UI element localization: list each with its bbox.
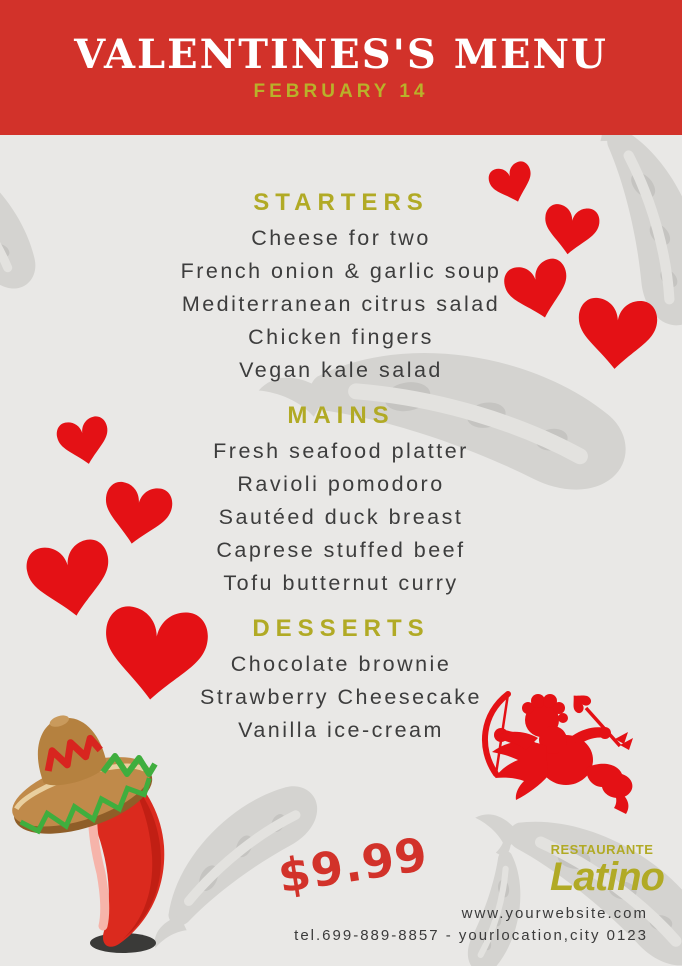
brand-logo [550,842,664,899]
menu-item: Mediterranean citrus salad [181,292,501,316]
heart-icon [98,600,211,706]
brand-name: Latino [550,855,664,899]
menu-item: Vanilla ice-cream [238,718,444,742]
header-banner [0,0,682,135]
menu-item: Ravioli pomodoro [237,472,445,496]
poster-date: FEBRUARY 14 [253,81,429,102]
sombrero-chili-icon [5,710,180,960]
heart-icon [98,477,176,551]
section-title: STARTERS [253,189,429,216]
menu-item: Tofu butternut curry [223,571,459,595]
menu-item: Sautéed duck breast [218,505,464,529]
menu-item: Chocolate brownie [230,652,452,676]
price-label: $9.99 [274,826,432,904]
heart-icon [22,533,118,623]
menu-item: Vegan kale salad [239,358,443,382]
brand-restaurante: RESTAURANTE [550,842,654,857]
heart-icon [575,293,660,372]
menu-item: French onion & garlic soup [180,259,502,283]
menu-item: Cheese for two [251,226,431,250]
heart-icon [540,200,603,258]
cupid-icon [468,688,653,820]
phone-location-text: tel.699-889-8857 - yourlocation,city 0123 [294,927,648,944]
poster-title: VALENTINES'S MENU [74,31,608,78]
menu-item: Strawberry Cheesecake [200,685,482,709]
footer-contact [294,903,648,947]
menu-item: Caprese stuffed beef [216,538,466,562]
menu-item: Fresh seafood platter [213,439,469,463]
section-title: MAINS [287,402,395,429]
website-text: www.yourwebsite.com [461,905,648,922]
section-title: DESSERTS [252,615,430,642]
menu-item: Chicken fingers [248,325,434,349]
